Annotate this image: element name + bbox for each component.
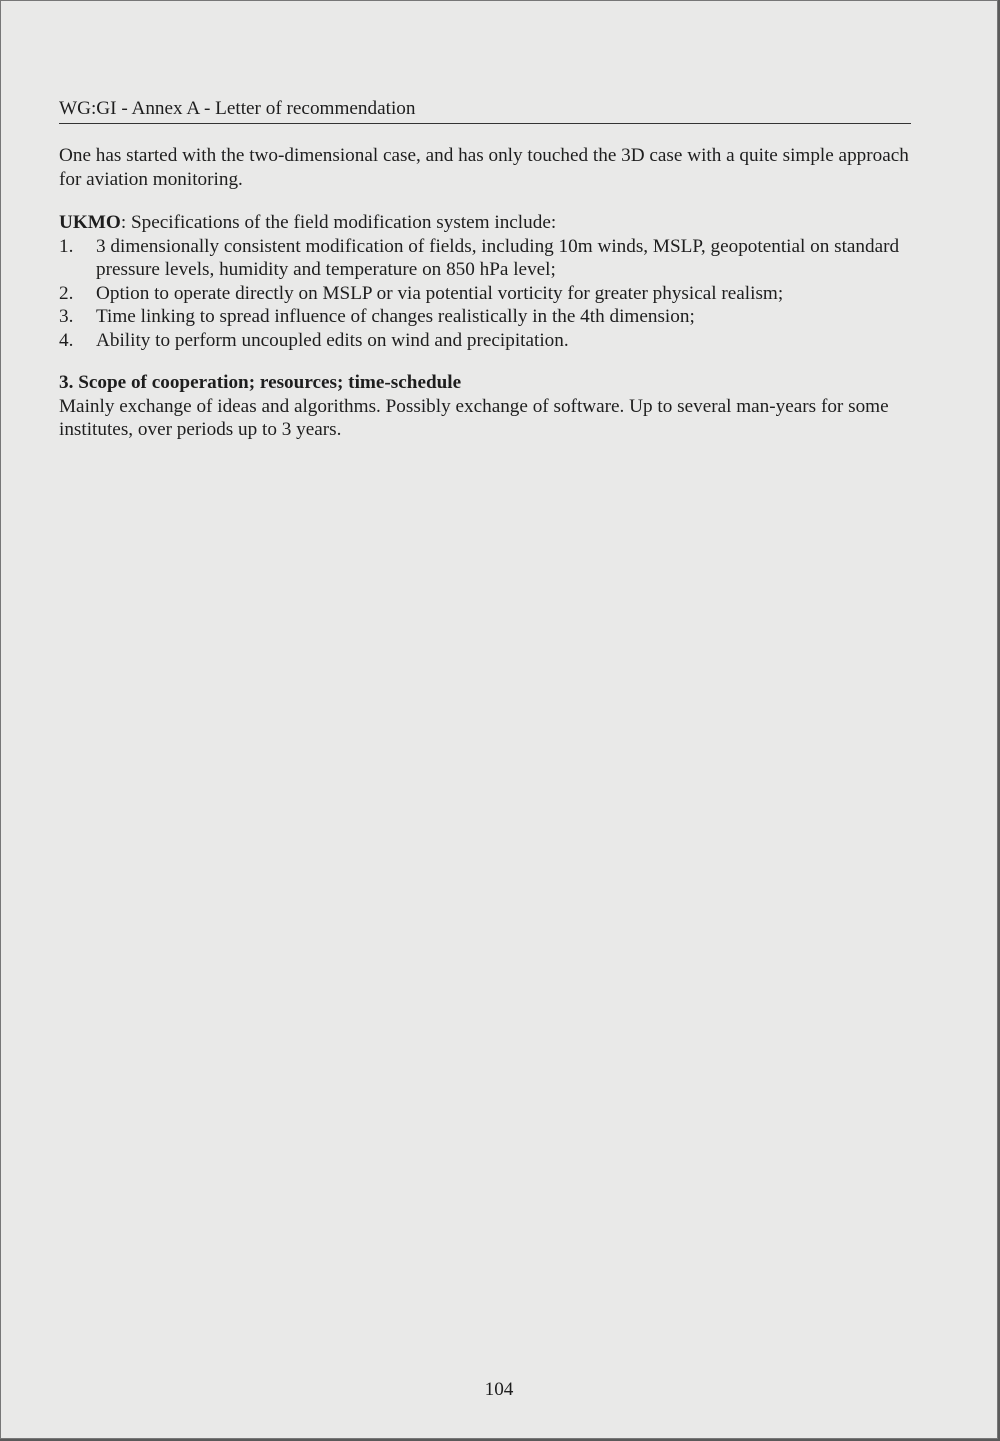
section-body: Mainly exchange of ideas and algorithms. Possibly exchange of software. Up to several man-years for some institutes, over periods up to 3 years.: [59, 395, 889, 440]
list-item-number: 1.: [59, 235, 74, 257]
ukmo-lead-line: [59, 211, 911, 235]
page-content: [59, 97, 911, 442]
section-3: [59, 371, 911, 442]
list-item-text: Ability to perform uncoupled edits on wind and precipitation.: [96, 329, 569, 351]
list-item-number: 2.: [59, 282, 74, 304]
intro-paragraph: One has started with the two-dimensional case, and has only touched the 3D case with a quite simple approach for aviation monitoring.: [59, 145, 909, 190]
page-number: 104: [484, 1379, 514, 1400]
list-item: [59, 282, 911, 306]
list-item-text: Option to operate directly on MSLP or via potential vorticity for greater physical realism;: [96, 282, 784, 304]
list-item: [59, 329, 911, 353]
ukmo-label: UKMO: [59, 212, 121, 233]
section-heading: 3. Scope of cooperation; resources; time-schedule: [59, 372, 462, 393]
list-item-number: 4.: [59, 329, 74, 351]
ukmo-lead-text: : Specifications of the field modification system include:: [120, 212, 557, 233]
list-item-text: 3 dimensionally consistent modification of fields, including 10m winds, MSLP, geopotential on standard pressure levels, humidity and temperature on 850 hPa level;: [96, 235, 900, 280]
list-item-number: 3.: [59, 306, 74, 327]
list-item-text: Time linking to spread influence of changes realistically in the 4th dimension;: [96, 306, 695, 327]
list-item: [59, 305, 911, 329]
ukmo-block: [59, 211, 911, 352]
running-header: WG:GI - Annex A - Letter of recommendation: [59, 97, 911, 124]
specification-list: [59, 235, 911, 353]
list-item: [59, 235, 911, 282]
